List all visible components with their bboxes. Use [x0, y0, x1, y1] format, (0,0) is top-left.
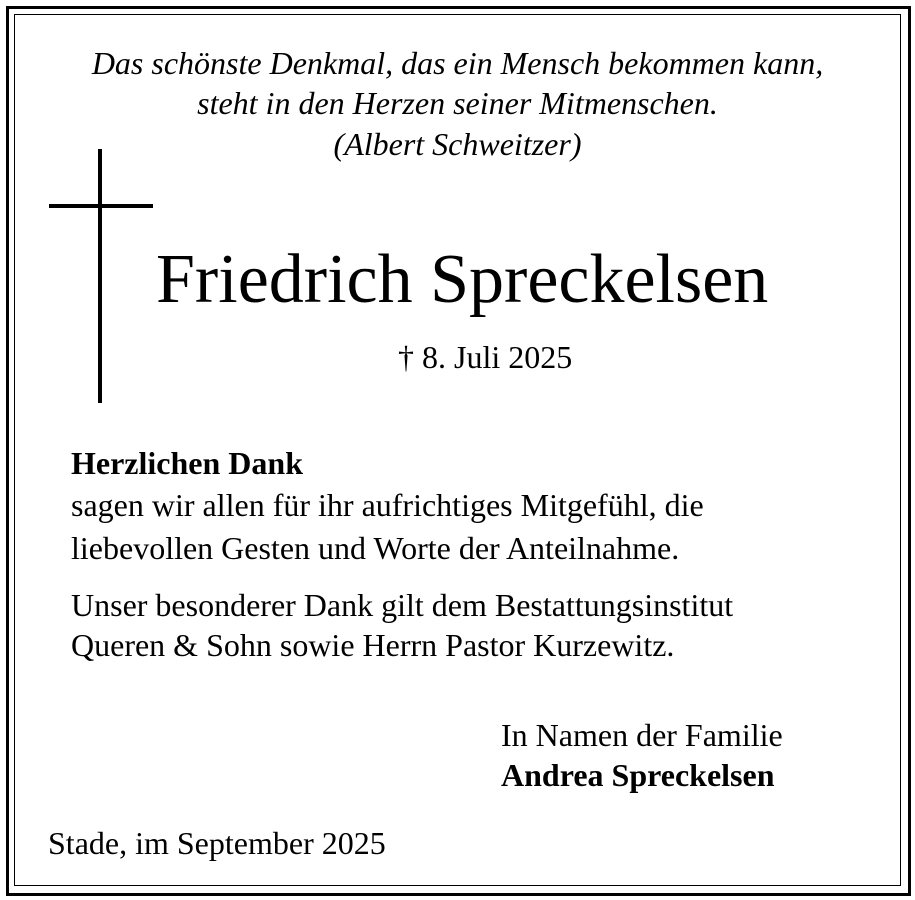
place-date: Stade, im September 2025: [48, 825, 386, 861]
deceased-name: Friedrich Spreckelsen: [156, 241, 769, 318]
cross-vertical-bar: [98, 149, 102, 403]
thanks-heading: Herzlichen Dank: [71, 445, 303, 481]
death-date: † 8. Juli 2025: [398, 339, 573, 375]
message-line-1: sagen wir allen für ihr aufrichtiges Mitgefühl, die: [71, 487, 704, 523]
message-line-4: Queren & Sohn sowie Herrn Pastor Kurzewitz.: [71, 627, 675, 663]
message-line-3: Unser besonderer Dank gilt dem Bestattungsinstitut: [71, 587, 734, 623]
cross-horizontal-bar: [49, 204, 153, 208]
message-line-2: liebevollen Gesten und Worte der Anteilnahme.: [71, 530, 680, 566]
quote-line-1: Das schönste Denkmal, das ein Mensch bekommen kann,: [91, 45, 824, 81]
quote-author: (Albert Schweitzer): [333, 126, 582, 162]
signature-name: Andrea Spreckelsen: [501, 757, 775, 793]
signature-intro: In Namen der Familie: [501, 717, 783, 753]
quote-line-2: steht in den Herzen seiner Mitmenschen.: [197, 85, 718, 121]
